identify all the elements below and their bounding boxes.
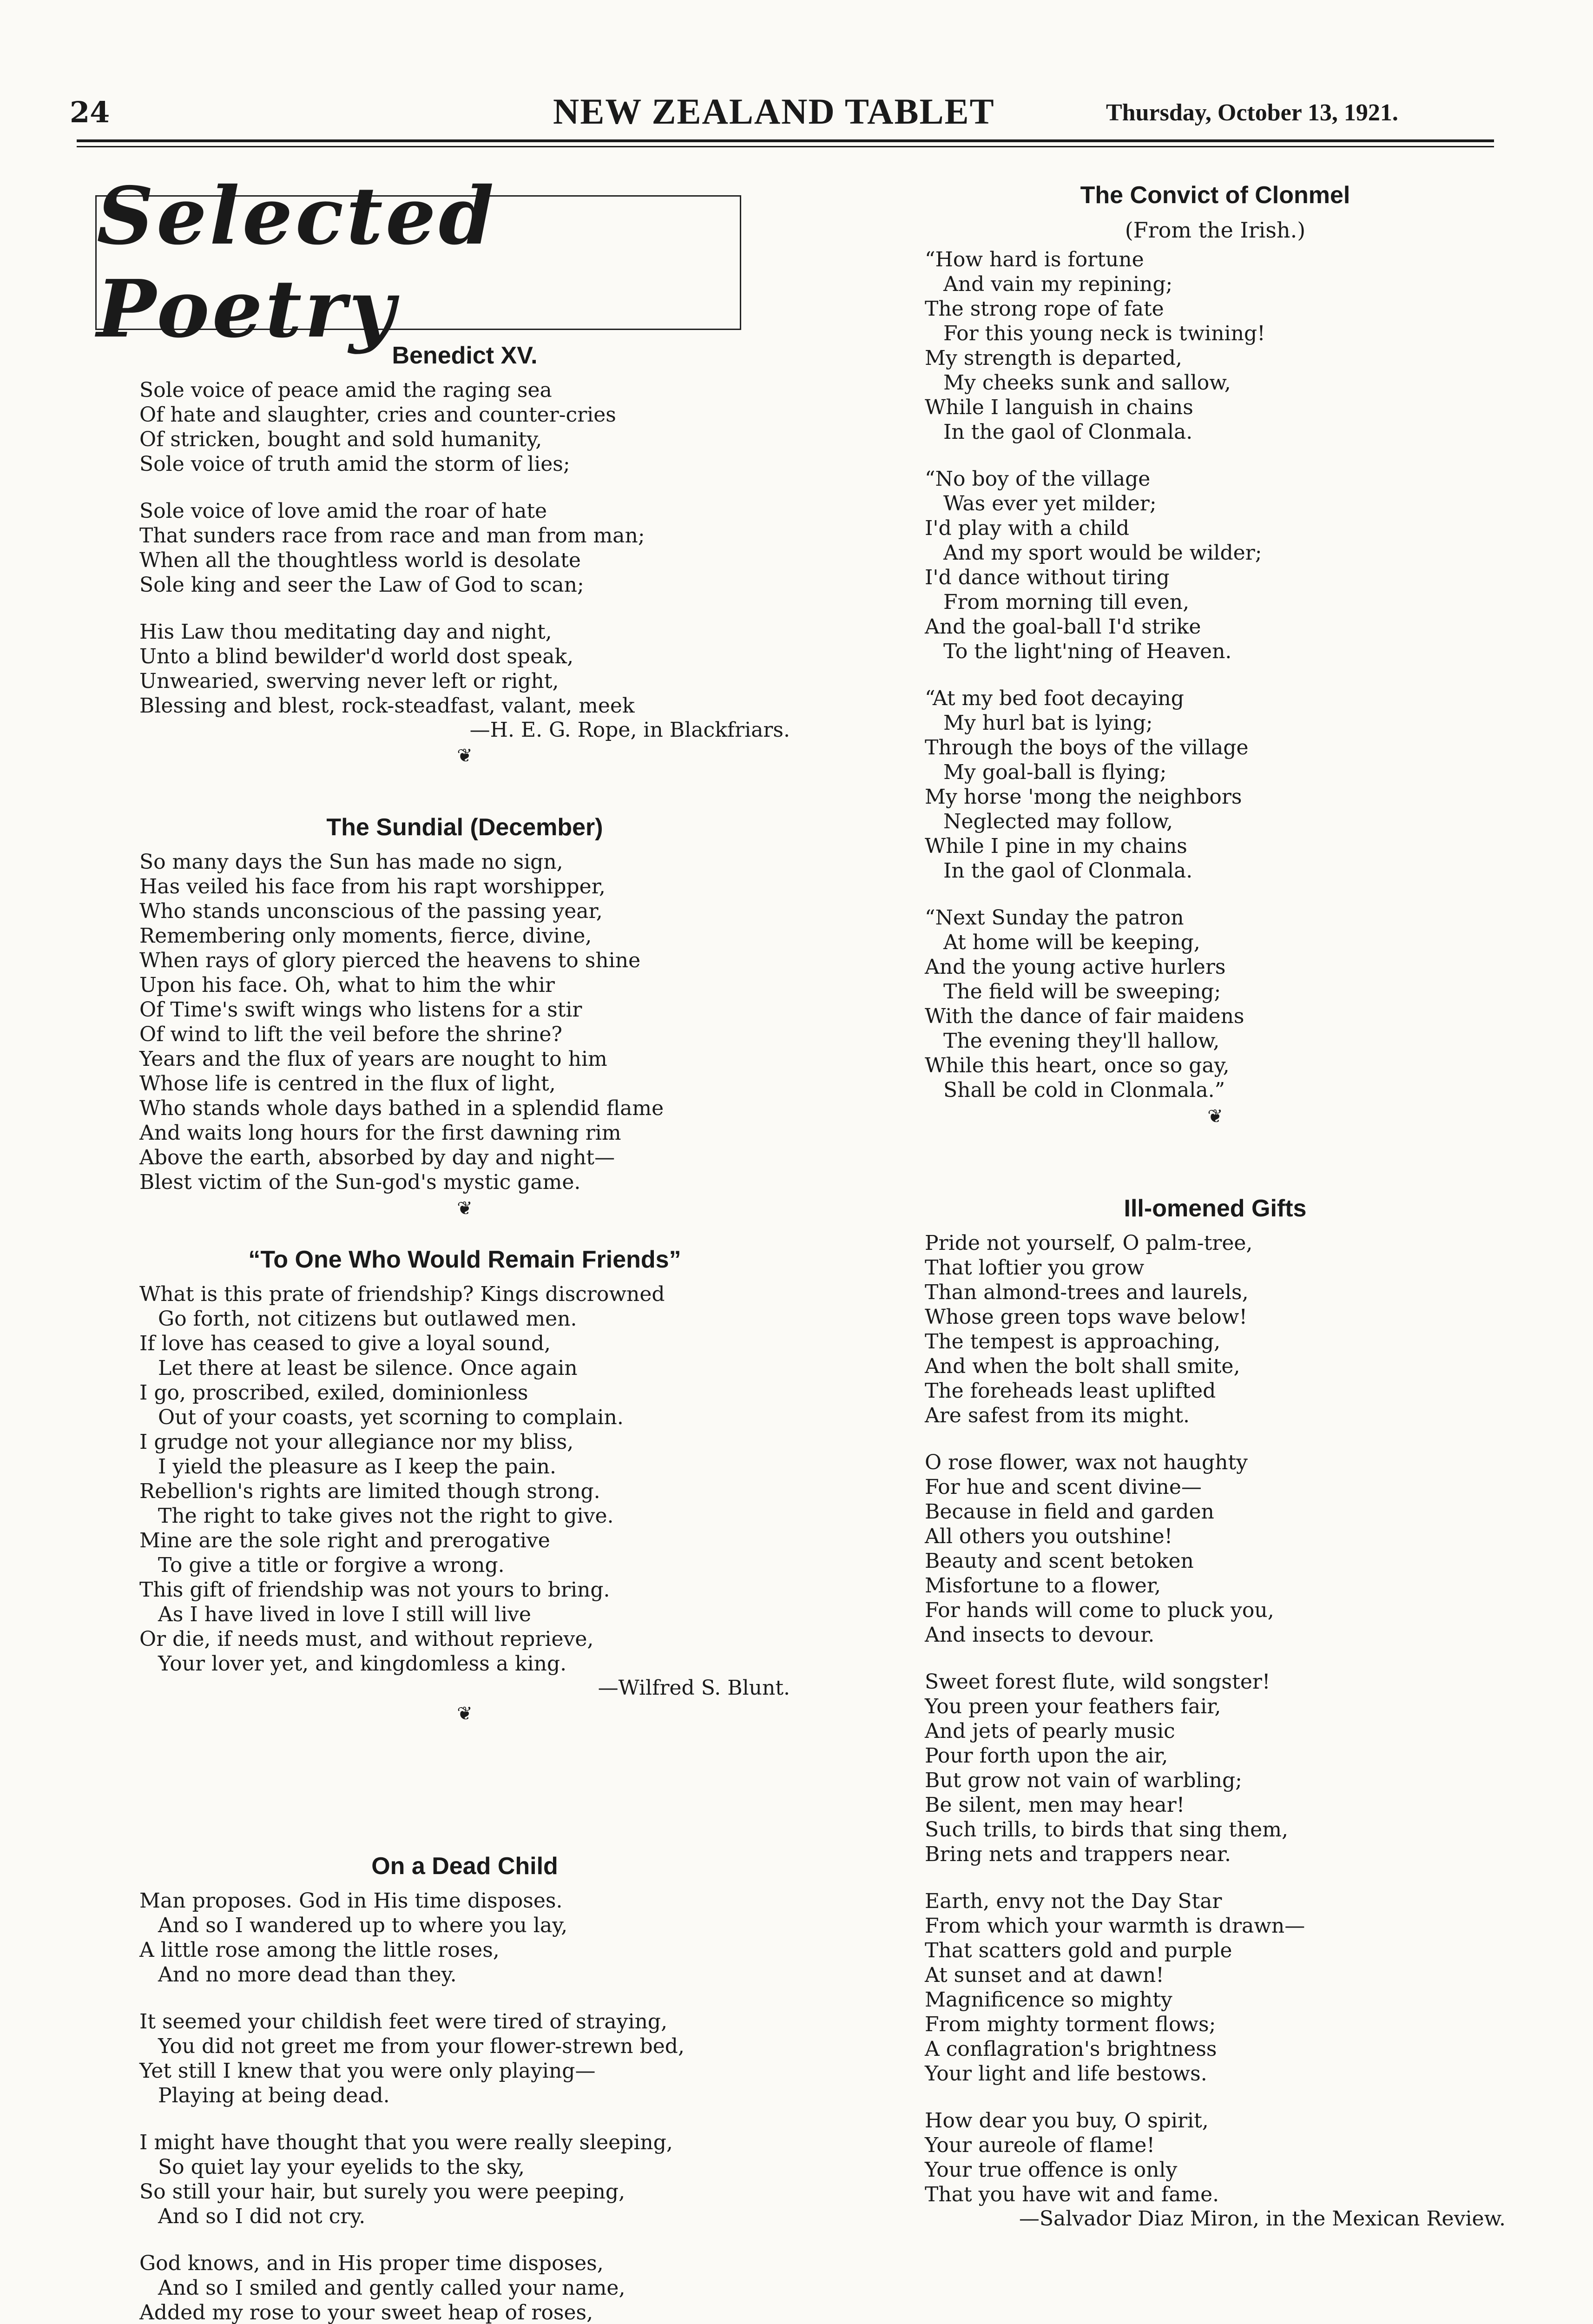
poem-line: Are safest from its might. <box>925 1404 1190 1427</box>
poem-line: Remembering only moments, fierce, divine, <box>139 924 592 948</box>
poem-line: Or die, if needs must, and without reprieve, <box>139 1627 594 1651</box>
stanza-gap <box>925 444 1506 467</box>
poem-line: From which your warmth is drawn— <box>925 1914 1305 1938</box>
poem-line: And so I did not cry. <box>158 2205 366 2228</box>
poem-line: At home will be keeping, <box>943 931 1200 954</box>
poem-title: On a Dead Child <box>371 1853 558 1880</box>
poem-line: Magnificence so mighty <box>925 1988 1172 2012</box>
poem-line: My cheeks sunk and sallow, <box>943 371 1231 395</box>
poem-line: It seemed your childish feet were tired of straying, <box>139 2010 668 2034</box>
poem-line: Added my rose to your sweet heap of roses, <box>139 2301 593 2324</box>
stanza-gap <box>925 1428 1506 1450</box>
poem-line: The right to take gives not the right to give. <box>158 1504 614 1528</box>
poem-line: While this heart, once so gay, <box>925 1054 1230 1077</box>
poem-title: Ill-omened Gifts <box>1124 1195 1307 1222</box>
publication-title: NEW ZEALAND TABLET <box>553 91 995 132</box>
poem-line: And no more dead than they. <box>158 1963 457 1987</box>
poem-line: Has veiled his face from his rapt worshipper, <box>139 875 606 898</box>
poem-line: A little rose among the little roses, <box>139 1938 500 1962</box>
poem-line: Man proposes. God in His time disposes. <box>139 1889 563 1913</box>
poem-line: Pride not yourself, O palm-tree, <box>925 1231 1253 1255</box>
poem-line: Than almond-trees and laurels, <box>925 1281 1249 1304</box>
poem-line: Earth, envy not the Day Star <box>925 1889 1222 1913</box>
poem-line: To the light'ning of Heaven. <box>943 640 1232 663</box>
poem-line: Your aureole of flame! <box>925 2133 1155 2157</box>
poem-line: I yield the pleasure as I keep the pain. <box>158 1455 556 1479</box>
poem-line: In the gaol of Clonmala. <box>943 420 1193 444</box>
poem <box>139 1852 790 2324</box>
poem-line: “How hard is fortune <box>925 248 1144 271</box>
poem-line: My goal-ball is flying; <box>943 760 1167 784</box>
stanza-gap <box>925 1867 1506 1889</box>
poem-line: When rays of glory pierced the heavens to shine <box>139 949 641 972</box>
poem-line: For hue and scent divine— <box>925 1475 1202 1499</box>
poem-line: And when the bolt shall smite, <box>925 1354 1240 1378</box>
poem <box>139 813 790 1222</box>
poem-line: While I languish in chains <box>925 396 1193 419</box>
poem-line: That sunders race from race and man from man; <box>139 524 645 548</box>
poem-line: So many days the Sun has made no sign, <box>139 850 563 874</box>
poem-line: And waits long hours for the first dawning rim <box>139 1121 621 1145</box>
stanza-gap <box>925 2086 1506 2108</box>
poem-subtitle: (From the Irish.) <box>1125 218 1306 243</box>
poem-line: My hurl bat is lying; <box>943 711 1153 735</box>
stanza-gap <box>925 1647 1506 1670</box>
poem-line: “No boy of the village <box>925 467 1151 491</box>
poem-line: But grow not vain of warbling; <box>925 1769 1242 1792</box>
poem-line: While I pine in my chains <box>925 834 1187 858</box>
section-heading: Selected Poetry <box>97 170 497 356</box>
issue-date: Thursday, October 13, 1921. <box>1106 99 1398 126</box>
poem-line: That you have wit and fame. <box>925 2183 1219 2206</box>
poem-line: To give a title or forgive a wrong. <box>158 1553 505 1577</box>
poem-attribution: —Wilfred S. Blunt. <box>598 1676 790 1700</box>
poem-line: If love has ceased to give a loyal sound, <box>139 1332 551 1355</box>
poem-line: How dear you buy, O spirit, <box>925 2109 1209 2133</box>
poem-line: Blest victim of the Sun-god's mystic game. <box>139 1170 581 1194</box>
poem-line: I'd dance without tiring <box>925 566 1170 589</box>
poem <box>925 181 1506 1130</box>
poem-line: God knows, and in His proper time disposes, <box>139 2251 604 2275</box>
poem-title: The Sundial (December) <box>326 814 603 841</box>
poem-line: Misfortune to a flower, <box>925 1574 1161 1598</box>
poem-line: His Law thou meditating day and night, <box>139 620 552 644</box>
poem-line: Above the earth, absorbed by day and night— <box>139 1146 615 1169</box>
poem-line: So still your hair, but surely you were peeping, <box>139 2180 625 2204</box>
poem-line: Such trills, to birds that sing them, <box>925 1818 1288 1842</box>
poem-line: “Next Sunday the patron <box>925 906 1184 930</box>
poem <box>925 1195 1506 2231</box>
poem-line: Unto a blind bewilder'd world dost speak, <box>139 645 574 668</box>
poem <box>139 342 790 770</box>
poem-line: Let there at least be silence. Once again <box>158 1356 578 1380</box>
header-rule <box>77 139 1494 142</box>
poem-line: Who stands whole days bathed in a splendid flame <box>139 1096 664 1120</box>
stanza-gap <box>139 476 790 499</box>
poem-title: “To One Who Would Remain Friends” <box>248 1246 681 1273</box>
poem-title: The Convict of Clonmel <box>1080 182 1350 209</box>
poem-line: And so I wandered up to where you lay, <box>158 1914 568 1937</box>
poem-line: Of hate and slaughter, cries and counter-cries <box>139 403 616 427</box>
poem-line: The strong rope of fate <box>925 297 1164 321</box>
poem-line: Bring nets and trappers near. <box>925 1842 1231 1866</box>
poem-line: That scatters gold and purple <box>925 1939 1232 1962</box>
poem-line: The evening they'll hallow, <box>943 1029 1220 1053</box>
poem-line: Yet still I knew that you were only playing— <box>139 2059 596 2083</box>
poem-line: Sweet forest flute, wild songster! <box>925 1670 1270 1694</box>
page-number: 24 <box>70 95 110 129</box>
poem-line: Beauty and scent betoken <box>925 1549 1194 1573</box>
ornament-icon: ❦ <box>457 1703 473 1724</box>
poem-line: With the dance of fair maidens <box>925 1004 1244 1028</box>
poem-line: And the goal-ball I'd strike <box>925 615 1201 639</box>
poem-line: This gift of friendship was not yours to bring. <box>139 1578 610 1602</box>
header-rule-thin <box>77 146 1494 147</box>
poem-line: Be silent, men may hear! <box>925 1793 1185 1817</box>
poem-line: Your lover yet, and kingdomless a king. <box>158 1652 567 1676</box>
poem-line: A conflagration's brightness <box>925 2037 1217 2061</box>
poem-line: For this young neck is twining! <box>943 322 1265 345</box>
poem-line: I grudge not your allegiance nor my bliss, <box>139 1430 574 1454</box>
poem-line: And jets of pearly music <box>925 1719 1175 1743</box>
poem-line: Playing at being dead. <box>158 2084 390 2107</box>
poem-line: Go forth, not citizens but outlawed men. <box>158 1307 577 1331</box>
poem-line: In the gaol of Clonmala. <box>943 859 1193 883</box>
ornament-icon: ❦ <box>457 1198 473 1219</box>
stanza-gap <box>139 2108 790 2130</box>
poem-line: Sole voice of truth amid the storm of lies; <box>139 452 570 476</box>
poem-title: Benedict XV. <box>392 342 538 369</box>
stanza-gap <box>139 597 790 620</box>
poem-line: My horse 'mong the neighbors <box>925 785 1242 809</box>
poem-line: As I have lived in love I still will live <box>158 1603 531 1626</box>
poem-line: Whose life is centred in the flux of light, <box>139 1072 556 1096</box>
poem-line: Blessing and blest, rock-steadfast, valant, meek <box>139 694 635 718</box>
poem-line: Pour forth upon the air, <box>925 1744 1168 1768</box>
poem-line: Upon his face. Oh, what to him the whir <box>139 973 555 997</box>
poem-line: When all the thoughtless world is desolate <box>139 548 581 572</box>
poem-line: Unwearied, swerving never left or right, <box>139 669 559 693</box>
poem-line: Out of your coasts, yet scorning to complain. <box>158 1406 624 1429</box>
poem-line: That loftier you grow <box>925 1256 1145 1280</box>
poem-line: Sole voice of peace amid the raging sea <box>139 378 552 402</box>
poem-line: You did not greet me from your flower-strewn bed, <box>158 2034 685 2058</box>
poem-line: And vain my repining; <box>943 272 1173 296</box>
poem-line: Your light and life bestows. <box>925 2062 1207 2086</box>
stanza-gap <box>925 883 1506 905</box>
poem-line: Who stands unconscious of the passing year, <box>139 899 603 923</box>
poem-line: I go, proscribed, exiled, dominionless <box>139 1381 528 1405</box>
poem-line: Of stricken, bought and sold humanity, <box>139 428 542 451</box>
poem-line: Sole king and seer the Law of God to scan; <box>139 573 584 597</box>
poem-line: The field will be sweeping; <box>943 980 1221 1004</box>
poem-line: Sole voice of love amid the roar of hate <box>139 499 547 523</box>
poem-line: At sunset and at dawn! <box>925 1963 1164 1987</box>
poem-line: Whose green tops wave below! <box>925 1305 1248 1329</box>
poem-line: I might have thought that you were really sleeping, <box>139 2131 673 2154</box>
poem-line: What is this prate of friendship? Kings discrowned <box>139 1282 665 1306</box>
poem-line: All others you outshine! <box>925 1525 1173 1548</box>
poem-line: And so I smiled and gently called your name, <box>158 2276 625 2300</box>
poem-line: Rebellion's rights are limited though strong. <box>139 1479 600 1503</box>
ornament-icon: ❦ <box>1207 1106 1223 1127</box>
poem-line: O rose flower, wax not haughty <box>925 1451 1248 1474</box>
poem-attribution: —H. E. G. Rope, in Blackfriars. <box>469 718 790 742</box>
poem-line: Your true offence is only <box>925 2158 1178 2182</box>
poem-line: The tempest is approaching, <box>925 1330 1221 1353</box>
poem-line: Shall be cold in Clonmala.” <box>943 1078 1225 1102</box>
poem-line: From mighty torment flows; <box>925 2013 1216 2036</box>
poem <box>139 1246 790 1728</box>
poem-line: Because in field and garden <box>925 1500 1214 1524</box>
poem-line: And my sport would be wilder; <box>943 541 1262 565</box>
poem-line: For hands will come to pluck you, <box>925 1598 1274 1622</box>
poem-line: Was ever yet milder; <box>943 492 1157 515</box>
poem-line: Neglected may follow, <box>943 810 1173 833</box>
poem-attribution: —Salvador Diaz Miron, in the Mexican Review. <box>1019 2207 1506 2231</box>
poem-line: Mine are the sole right and prerogative <box>139 1529 550 1552</box>
poem-line: Of wind to lift the veil before the shrine? <box>139 1023 562 1046</box>
poem-line: “At my bed foot decaying <box>925 687 1184 710</box>
poem-line: The foreheads least uplifted <box>925 1379 1216 1403</box>
ornament-icon: ❦ <box>457 745 473 766</box>
poem-line: From morning till even, <box>943 590 1190 614</box>
poem-line: Of Time's swift wings who listens for a stir <box>139 998 582 1022</box>
poem-line: So quiet lay your eyelids to the sky, <box>158 2155 525 2179</box>
poem-line: My strength is departed, <box>925 346 1182 370</box>
stanza-gap <box>925 664 1506 686</box>
stanza-gap <box>139 2229 790 2251</box>
stanza-gap <box>139 1987 790 2009</box>
poem-line: And the young active hurlers <box>925 955 1226 979</box>
poem-line: Years and the flux of years are nought to him <box>139 1047 607 1071</box>
poem-line: Through the boys of the village <box>925 736 1249 759</box>
poem-line: I'd play with a child <box>925 516 1130 540</box>
poem-line: And insects to devour. <box>925 1623 1155 1647</box>
poem-line: You preen your feathers fair, <box>925 1695 1221 1718</box>
